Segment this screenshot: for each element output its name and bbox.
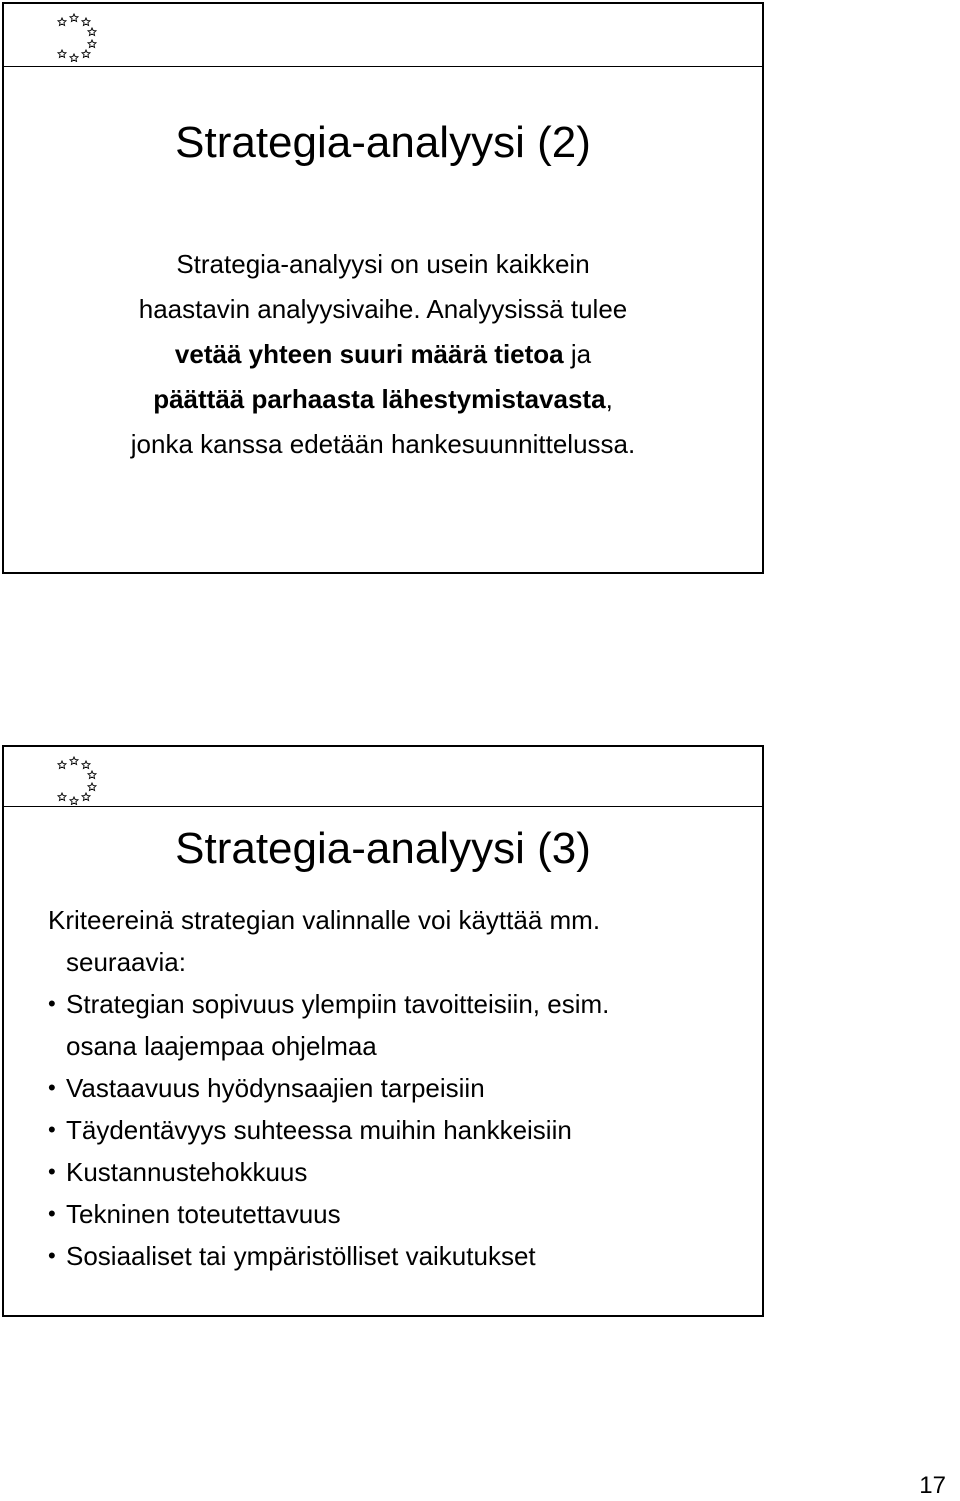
page-number: 17 xyxy=(919,1472,946,1499)
text-fragment: ja xyxy=(563,339,592,369)
intro-text: Kriteereinä strategian valinnalle voi käyttää mm. xyxy=(48,905,601,935)
text-line: haastavin analyysivaihe. Analyysissä tulee xyxy=(138,294,628,324)
slide-strategia-analyysi-3 xyxy=(2,745,764,1317)
list-item: • Sosiaaliset tai ympäristölliset vaikutukset xyxy=(48,1235,752,1277)
eu-stars-icon xyxy=(48,10,108,62)
text-line: Strategia-analyysi on usein kaikkein xyxy=(176,249,590,279)
slide-title: Strategia-analyysi (2) xyxy=(175,118,591,167)
bold-phrase: vetää yhteen suuri määrä tietoa xyxy=(174,339,564,369)
list-item: • Täydentävyys suhteessa muihin hankkeisiin xyxy=(48,1109,752,1151)
text-line xyxy=(4,332,762,377)
eu-stars-icon xyxy=(48,753,108,805)
bold-phrase: päättää parhaasta lähestymistavasta xyxy=(153,384,606,414)
list-item: • Vastaavuus hyödynsaajien tarpeisiin xyxy=(48,1067,752,1109)
criteria-list xyxy=(48,899,752,1277)
slide-strategia-analyysi-2 xyxy=(2,2,764,574)
list-item-cont: osana laajempaa ohjelmaa xyxy=(66,1031,377,1061)
intro-text-cont: seuraavia: xyxy=(66,947,186,977)
slide-header-band xyxy=(4,4,762,67)
list-item: • Strategian sopivuus ylempiin tavoitteisiin, esim. xyxy=(48,983,752,1025)
text-fragment: , xyxy=(605,384,613,414)
list-item: • Tekninen toteutettavuus xyxy=(48,1193,752,1235)
slide-title: Strategia-analyysi (3) xyxy=(175,824,591,873)
text-line: jonka kanssa edetään hankesuunnittelussa. xyxy=(130,429,636,459)
text-line xyxy=(4,377,762,422)
slide-header-band xyxy=(4,747,762,807)
list-item: • Kustannustehokkuus xyxy=(48,1151,752,1193)
slide-body-text xyxy=(4,242,762,467)
